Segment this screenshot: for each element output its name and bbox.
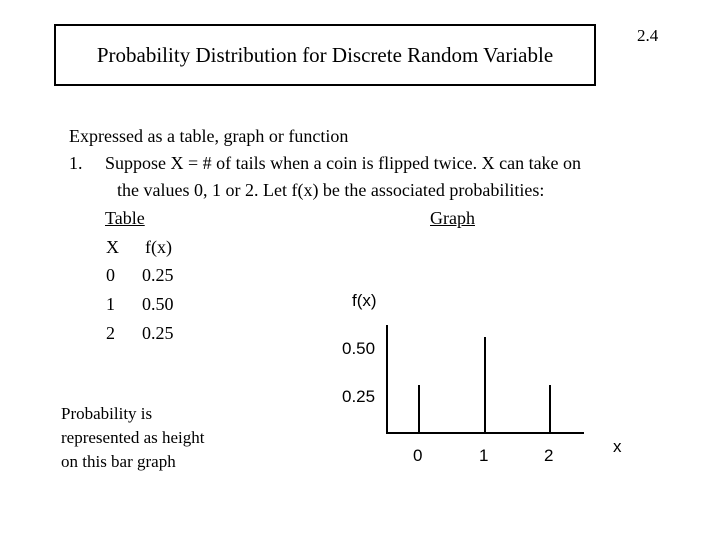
- note-line: Probability is: [61, 404, 153, 423]
- intro-text: Expressed as a table, graph or function: [69, 126, 349, 146]
- table-header-x: X: [106, 237, 119, 257]
- note-text: [61, 402, 205, 474]
- table-header-fx: f(x): [145, 237, 172, 257]
- slide-title: Probability Distribution for Discrete Random Variable: [96, 42, 554, 67]
- item-line-1: Suppose X = # of tails when a coin is flipped twice. X can take on: [105, 153, 582, 173]
- graph-label: Graph: [430, 208, 475, 228]
- table-cell-x: 1: [106, 294, 115, 314]
- x-tick-label: 2: [544, 446, 554, 465]
- table-cell-fx: 0.25: [142, 265, 174, 285]
- table-cell-x: 2: [106, 323, 115, 343]
- x-tick-label: 1: [479, 446, 489, 465]
- table-cell-x: 0: [106, 265, 115, 285]
- note-line: represented as height: [61, 428, 205, 447]
- note-line: on this bar graph: [61, 452, 176, 471]
- item-line-2: the values 0, 1 or 2. Let f(x) be the associated probabilities:: [117, 180, 545, 200]
- bar-graph: [330, 280, 660, 480]
- title-box: [54, 24, 596, 86]
- x-axis-label: x: [613, 437, 622, 456]
- table-label: Table: [105, 208, 145, 228]
- item-number: 1.: [69, 153, 83, 173]
- y-tick-label: 0.25: [342, 387, 376, 406]
- slide-number: 2.4: [637, 26, 659, 45]
- y-tick-label: 0.50: [342, 339, 376, 358]
- table-cell-fx: 0.25: [142, 323, 174, 343]
- y-axis-label: f(x): [352, 291, 377, 310]
- table-cell-fx: 0.50: [142, 294, 174, 314]
- x-tick-label: 0: [413, 446, 423, 465]
